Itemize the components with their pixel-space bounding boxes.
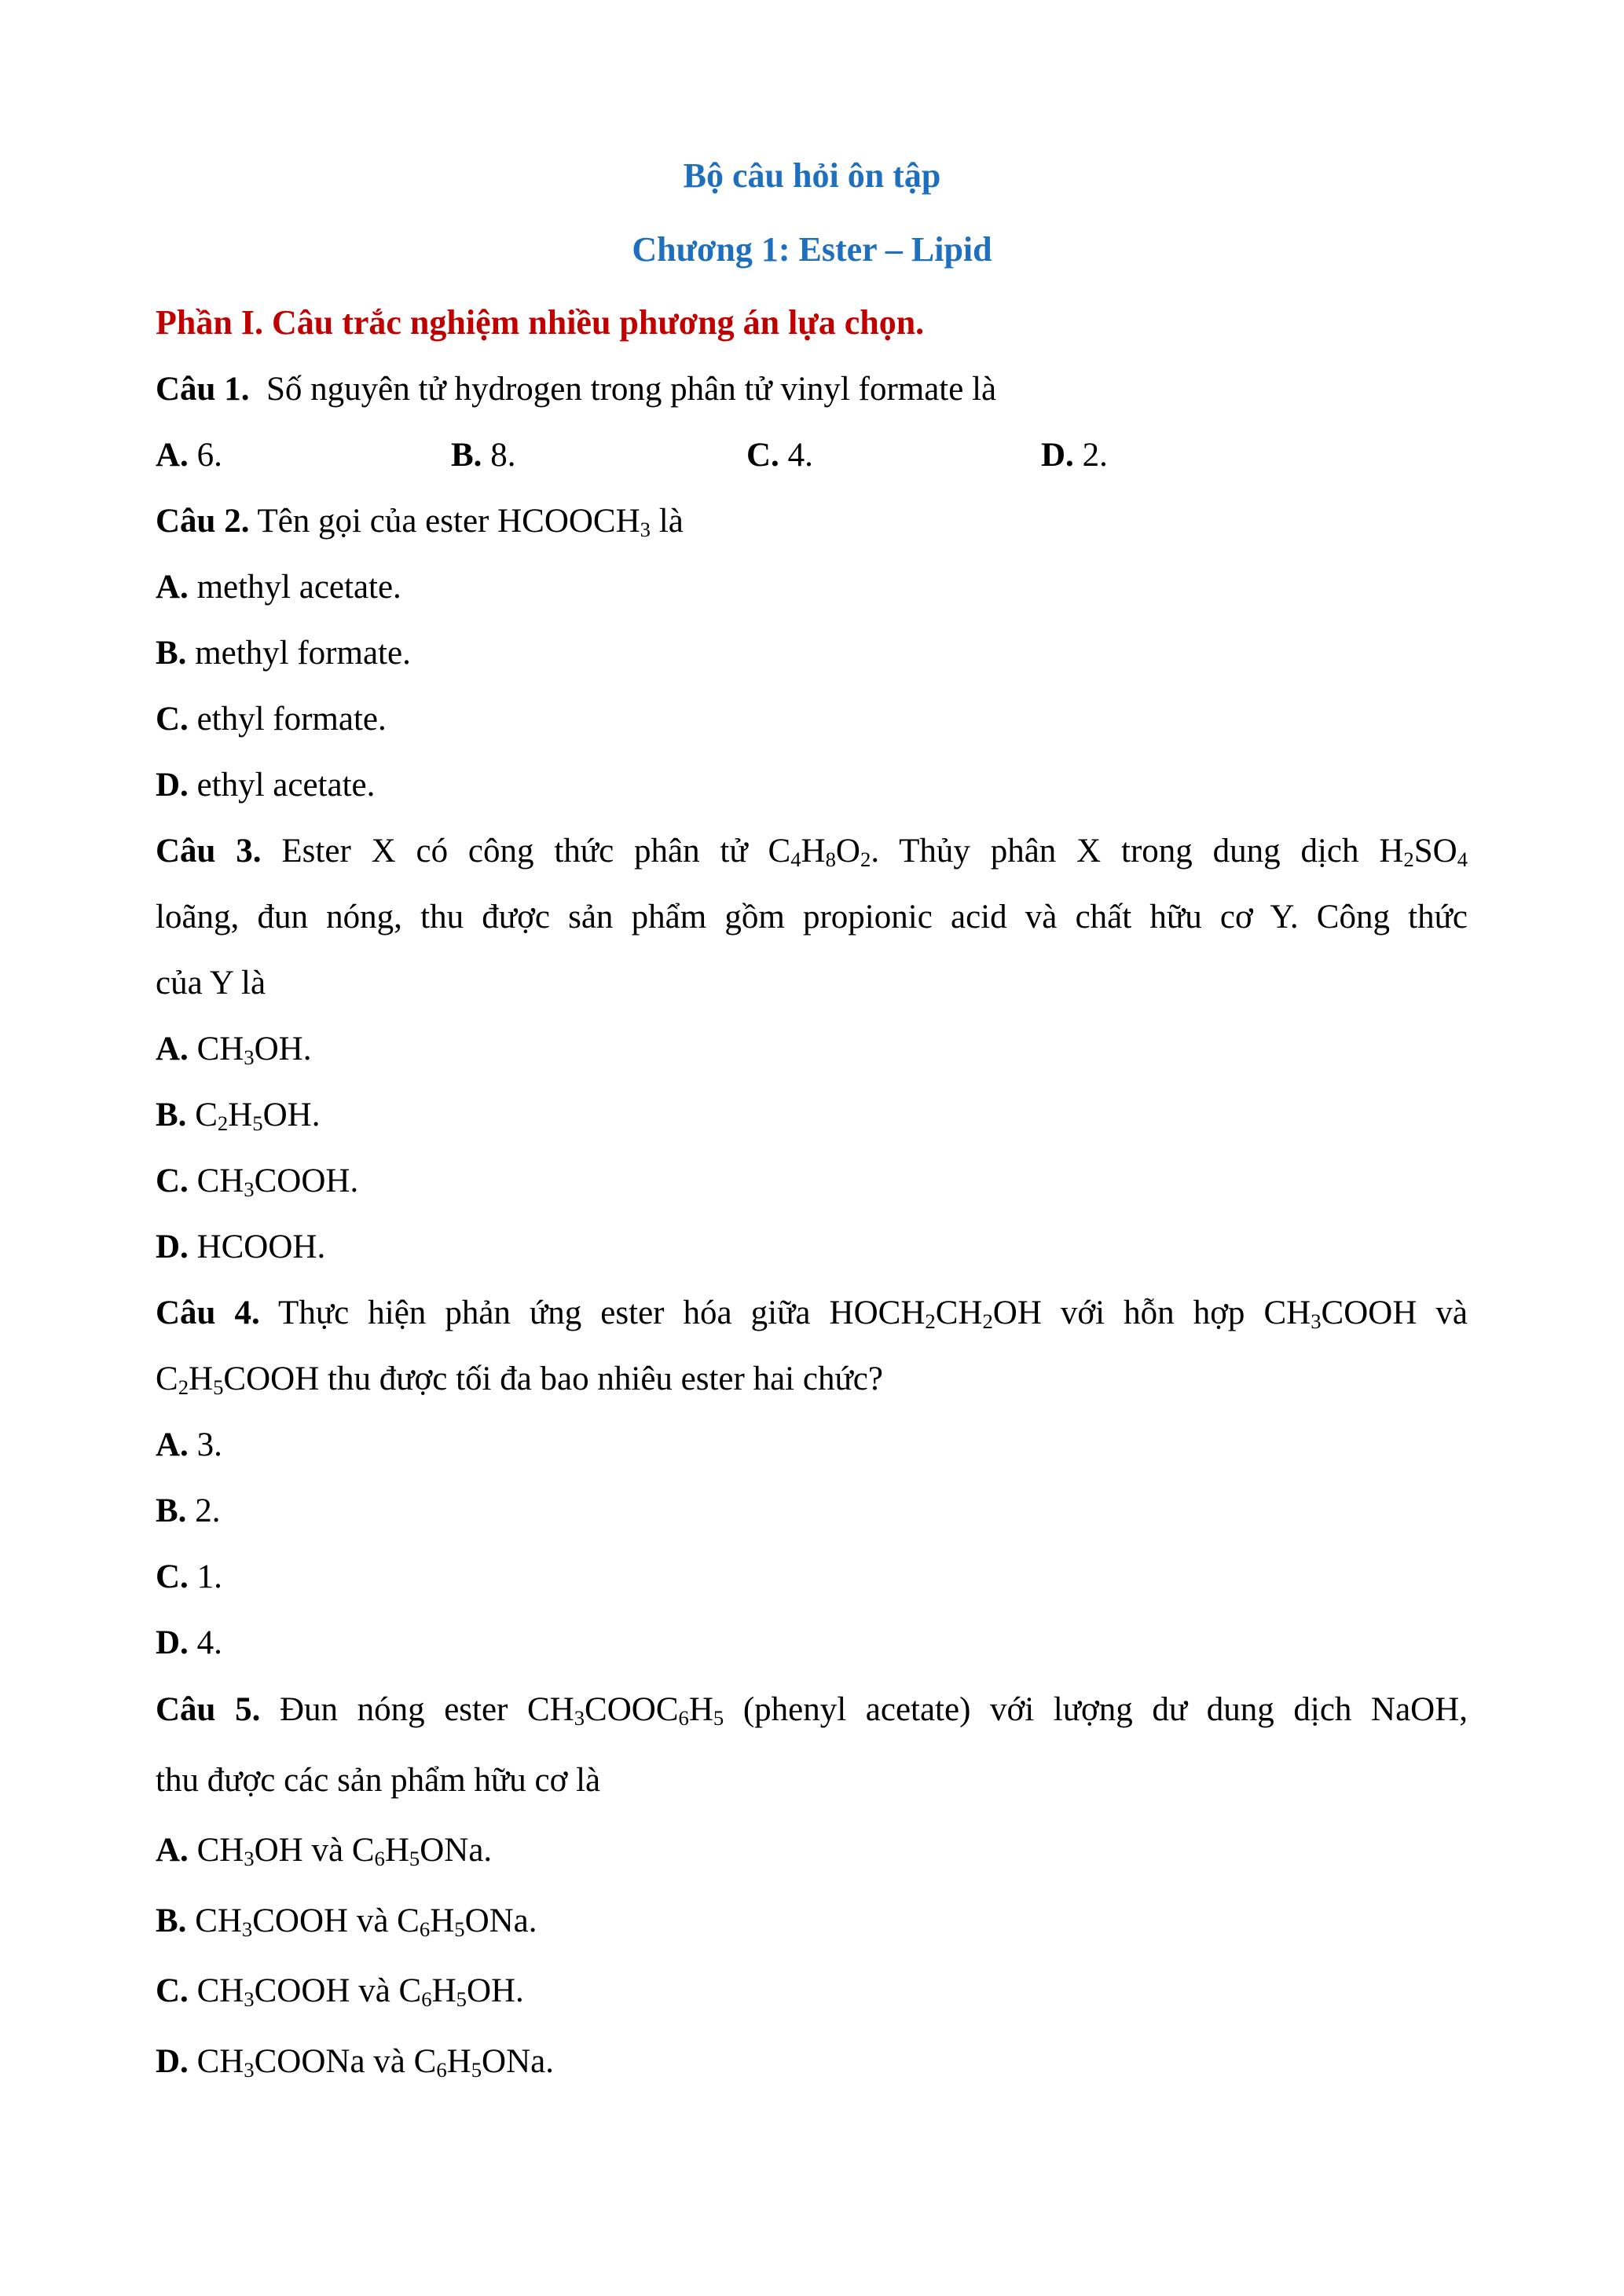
question-1-option-d[interactable]: D. 2. (1041, 437, 1108, 474)
question-2-option-a[interactable]: A. methyl acetate. (156, 569, 401, 606)
question-1-option-c[interactable]: C. 4. (746, 437, 813, 474)
question-4-option-c[interactable]: C. 1. (156, 1558, 222, 1595)
question-5-stem-line-2: thu được các sản phẩm hữu cơ là (156, 1762, 601, 1799)
question-3-stem-line-1: Câu 3. Ester X có công thức phân tử $C_4H_8O_2$. Thủy phân X trong dung dịch $H_2SO_4$ (156, 833, 1468, 871)
question-5-option-c[interactable]: C. $CH_3COOH$ và $C_6H_5OH$. (156, 1972, 524, 2011)
question-5-stem-line-1: Câu 5. Đun nóng ester $CH_3COOC_6H_5$ (phenyl acetate) với lượng dư dung dịch NaOH, (156, 1691, 1468, 1730)
chapter-title: Chương 1: Ester – Lipid (632, 230, 992, 269)
question-4-option-d[interactable]: D. 4. (156, 1624, 222, 1661)
question-3-stem-line-2: loãng, đun nóng, thu được sản phẩm gồm propionic acid và chất hữu cơ Y. Công thức (156, 899, 1468, 936)
question-5-option-a[interactable]: A. $CH_3OH$ và $C_6H_5ONa$. (156, 1832, 493, 1870)
section-heading: Phần I. Câu trắc nghiệm nhiều phương án lựa chọn. (156, 303, 925, 342)
question-3-option-d[interactable]: D. HCOOH. (156, 1229, 326, 1265)
question-1-stem (156, 372, 996, 406)
question-2-option-c[interactable]: C. ethyl formate. (156, 701, 387, 738)
question-2-option-b[interactable]: B. methyl formate. (156, 635, 411, 672)
question-4-option-b[interactable]: B. 2. (156, 1492, 221, 1529)
question-3-option-a[interactable]: A. $CH_3OH$. (156, 1031, 312, 1069)
question-3-stem-line-3: của Y là (156, 965, 266, 1002)
question-3-option-b[interactable]: B. $C_2H_5OH$. (156, 1097, 321, 1135)
question-4-stem-line-1: Câu 4. Thực hiện phản ứng ester hóa giữa $HOCH_2CH_2OH$ với hỗn hợp $CH_3COOH$ và (156, 1294, 1468, 1333)
question-5-option-b[interactable]: B. $CH_3COOH$ và $C_6H_5ONa$. (156, 1902, 537, 1941)
question-4-stem-line-2: $C_2H_5COOH$ thu được tối đa bao nhiêu ester hai chức? (156, 1360, 883, 1399)
question-1-option-b[interactable]: B. 8. (451, 437, 516, 474)
document-title: Bộ câu hỏi ôn tập (683, 156, 941, 195)
question-label: Câu 1. (156, 371, 250, 408)
question-4-option-a[interactable]: A. 3. (156, 1426, 222, 1463)
question-1-option-a[interactable]: A. 6. (156, 437, 222, 474)
question-2-stem: Câu 2. Tên gọi của ester $HCOOCH_3$ là (156, 503, 684, 541)
question-text: Số nguyên tử hydrogen trong phân tử vinyl formate là (266, 371, 997, 408)
question-3-option-c[interactable]: C. $CH_3COOH$. (156, 1163, 359, 1201)
question-5-option-d[interactable]: D. $CH_3COONa$ và $C_6H_5ONa$. (156, 2043, 554, 2082)
question-2-option-d[interactable]: D. ethyl acetate. (156, 767, 376, 804)
